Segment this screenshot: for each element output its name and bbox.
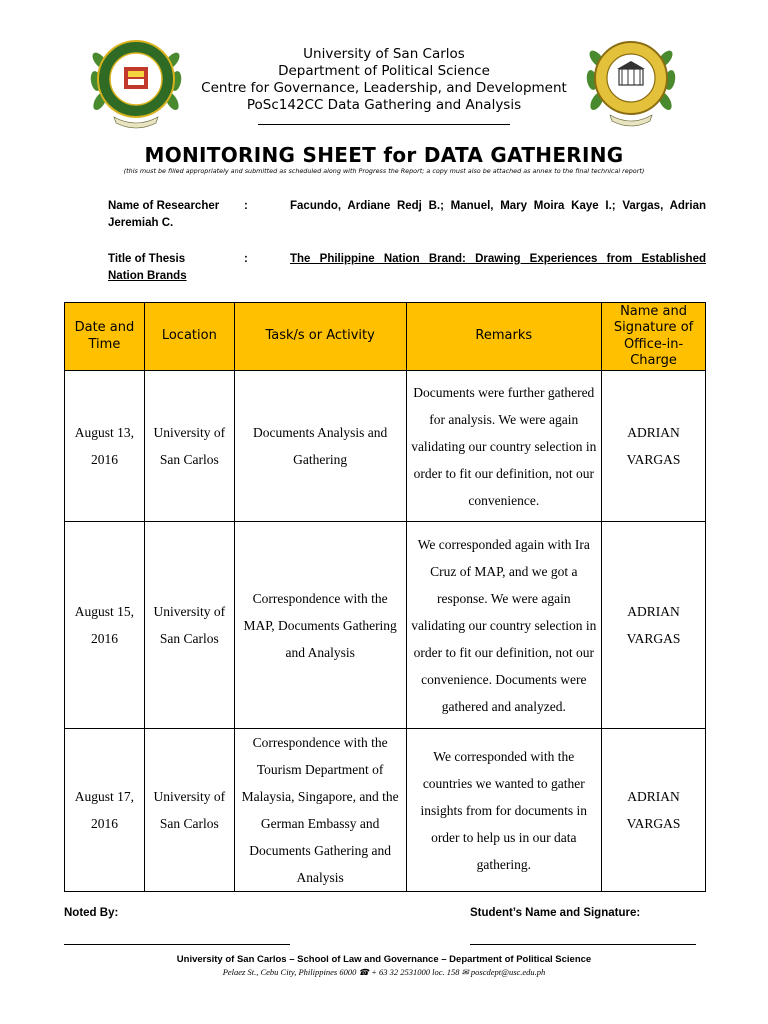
cell-date: August 17, 2016 bbox=[65, 729, 145, 892]
noted-by-label: Noted By: bbox=[64, 907, 119, 919]
monitoring-table bbox=[64, 302, 706, 892]
document-title: MONITORING SHEET for DATA GATHERING bbox=[144, 143, 624, 167]
researcher-value-continued: Jeremiah C. bbox=[108, 217, 174, 229]
researcher-value: Facundo, Ardiane Redj B.; Manuel, Mary Moira Kaye I.; Vargas, Adrian bbox=[290, 200, 706, 212]
cell-remarks: We corresponded with the countries we wanted to gather insights from for documents in order to help us in our data gathering. bbox=[406, 729, 602, 892]
document-header bbox=[170, 46, 598, 114]
cell-task: Correspondence with the MAP, Documents Gathering and Analysis bbox=[234, 522, 406, 729]
researcher-label: Name of Researcher bbox=[108, 200, 220, 212]
header-officer: Name and Signature of Office-in-Charge bbox=[602, 303, 706, 371]
cell-task: Correspondence with the Tourism Department of Malaysia, Singapore, and the German Embassy and Documents Gathering and Analysis bbox=[234, 729, 406, 892]
thesis-label: Title of Thesis bbox=[108, 253, 186, 265]
cell-task: Documents Analysis and Gathering bbox=[234, 371, 406, 522]
cell-date: August 13, 2016 bbox=[65, 371, 145, 522]
student-signature-line bbox=[470, 944, 696, 945]
table-header-row bbox=[65, 303, 706, 371]
header-department: Department of Political Science bbox=[278, 63, 490, 79]
header-divider bbox=[258, 124, 510, 125]
cell-officer: ADRIAN VARGAS bbox=[602, 371, 706, 522]
researcher-colon: : bbox=[244, 200, 248, 212]
political-science-seal-logo bbox=[584, 33, 678, 127]
header-course: PoSc142CC Data Gathering and Analysis bbox=[246, 97, 522, 113]
cell-remarks: We corresponded again with Ira Cruz of MAP, and we got a response. We were again validating our country selection in order to fit our definition, not our convenience. Documents were gathered and analyzed. bbox=[406, 522, 602, 729]
header-task: Task/s or Activity bbox=[234, 303, 406, 371]
table-row bbox=[65, 729, 706, 892]
header-remarks: Remarks bbox=[406, 303, 602, 371]
table-row bbox=[65, 522, 706, 729]
thesis-value: The Philippine Nation Brand: Drawing Experiences from Established bbox=[290, 253, 706, 265]
student-signature-label: Student’s Name and Signature: bbox=[470, 907, 641, 919]
cell-officer: ADRIAN VARGAS bbox=[602, 729, 706, 892]
thesis-colon: : bbox=[244, 253, 248, 265]
document-note: (this must be filled appropriately and submitted as scheduled along with Progress the Report; a copy must also be attached as annex to the final technical report) bbox=[123, 167, 645, 175]
table-row bbox=[65, 371, 706, 522]
cell-location: University of San Carlos bbox=[144, 371, 234, 522]
header-centre: Centre for Governance, Leadership, and Development bbox=[201, 80, 567, 96]
header-university: University of San Carlos bbox=[303, 46, 465, 62]
cell-remarks: Documents were further gathered for analysis. We were again validating our country selection in order to fit our definition, not our convenience. bbox=[406, 371, 602, 522]
cell-location: University of San Carlos bbox=[144, 729, 234, 892]
footer-contact: Pelaez St., Cebu City, Philippines 6000 ☎ + 63 32 2531000 loc. 158 ✉ poscdept@usc.edu.ph bbox=[222, 967, 546, 977]
noted-by-signature-line bbox=[64, 944, 290, 945]
footer-institution: University of San Carlos – School of Law and Governance – Department of Political Science bbox=[176, 954, 592, 965]
cell-date: August 15, 2016 bbox=[65, 522, 145, 729]
cell-location: University of San Carlos bbox=[144, 522, 234, 729]
thesis-value-continued: Nation Brands bbox=[108, 270, 187, 282]
header-date-time: Date and Time bbox=[65, 303, 145, 371]
header-location: Location bbox=[144, 303, 234, 371]
cell-officer: ADRIAN VARGAS bbox=[602, 522, 706, 729]
